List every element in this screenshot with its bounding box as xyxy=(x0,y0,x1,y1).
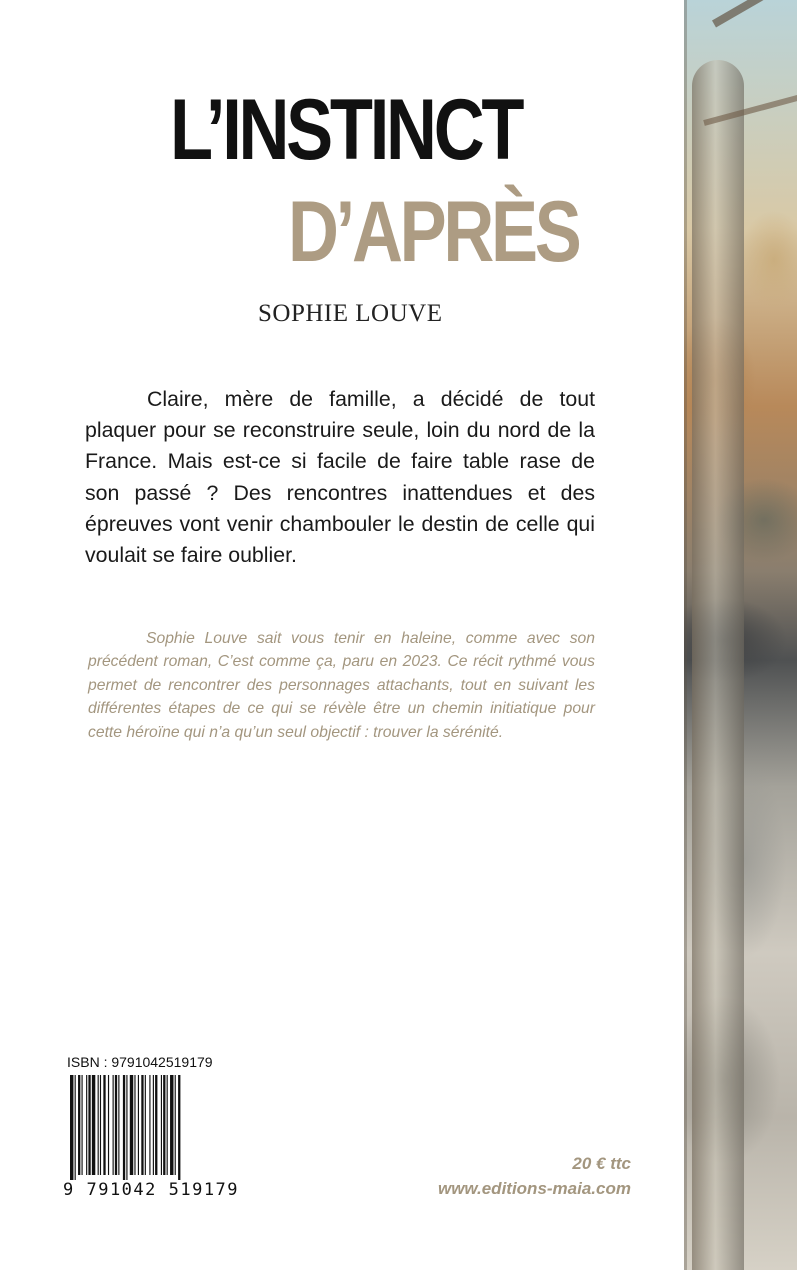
tree-trunk-painting xyxy=(692,60,744,1270)
barcode-bar xyxy=(82,1075,83,1175)
barcode-bar xyxy=(100,1075,101,1175)
barcode-bar xyxy=(123,1075,125,1185)
barcode-bar xyxy=(138,1075,139,1175)
barcode-bar xyxy=(178,1075,180,1185)
strip-edge xyxy=(684,0,687,1270)
barcode-bar xyxy=(161,1075,162,1175)
barcode-bar xyxy=(126,1075,127,1185)
synopsis-paragraph: Claire, mère de famille, a décidé de tout plaquer pour se reconstruire seule, loin du nord de la France. Mais est-ce si facile de faire table rase de son passé ? Des rencontres inattendues et des épreuves vont venir chambouler le destin de celle qui voulait se faire oublier. xyxy=(85,387,595,568)
barcode-bar xyxy=(70,1075,73,1185)
barcode-bar xyxy=(115,1075,117,1175)
book-title-line-1: L’INSTINCT xyxy=(170,82,522,178)
barcode-bar xyxy=(103,1075,105,1175)
cover-illustration-strip xyxy=(684,0,797,1270)
barcode-bar xyxy=(86,1075,87,1175)
publisher-website[interactable]: www.editions-maia.com xyxy=(437,1179,631,1198)
blurb-paragraph: Sophie Louve sait vous tenir en haleine, comme avec son précédent roman, C’est comme ça, paru en 2023. Ce récit rythmé vous permet de rencontrer des personnages attachants, tout en suivant les différentes étapes de ce qui se révèle être un chemin initiatique pour cette héroïne qui n’a qu’un seul objectif : trouver la sérénité. xyxy=(88,630,595,741)
barcode-bar xyxy=(108,1075,109,1175)
isbn-label: ISBN : 9791042519179 xyxy=(67,1054,213,1070)
barcode-bar xyxy=(98,1075,99,1175)
barcode-bar xyxy=(167,1075,168,1175)
barcode-bar xyxy=(75,1075,76,1185)
barcode-bars xyxy=(62,1075,222,1185)
barcode-bar xyxy=(92,1075,95,1175)
barcode-bar xyxy=(170,1075,173,1175)
barcode-bar xyxy=(113,1075,114,1175)
barcode-bar xyxy=(118,1075,119,1175)
barcode-bar xyxy=(149,1075,150,1175)
author-name: SOPHIE LOUVE xyxy=(258,300,443,327)
barcode-bar xyxy=(78,1075,80,1175)
price: 20 € ttc xyxy=(572,1154,631,1173)
barcode-bar xyxy=(130,1075,133,1175)
barcode-bar xyxy=(155,1075,157,1175)
tree-branch xyxy=(712,0,794,27)
barcode-bar xyxy=(163,1075,165,1175)
barcode-bar xyxy=(145,1075,146,1175)
barcode-digits xyxy=(62,1180,240,1200)
book-title-line-2: D’APRÈS xyxy=(288,184,579,280)
barcode-number: 9 791042 519179 xyxy=(63,1180,240,1200)
barcode-bar xyxy=(88,1075,90,1175)
barcode-bar xyxy=(175,1075,176,1175)
barcode-bar xyxy=(141,1075,143,1175)
barcode-bar xyxy=(153,1075,154,1175)
barcode-bar xyxy=(134,1075,135,1175)
